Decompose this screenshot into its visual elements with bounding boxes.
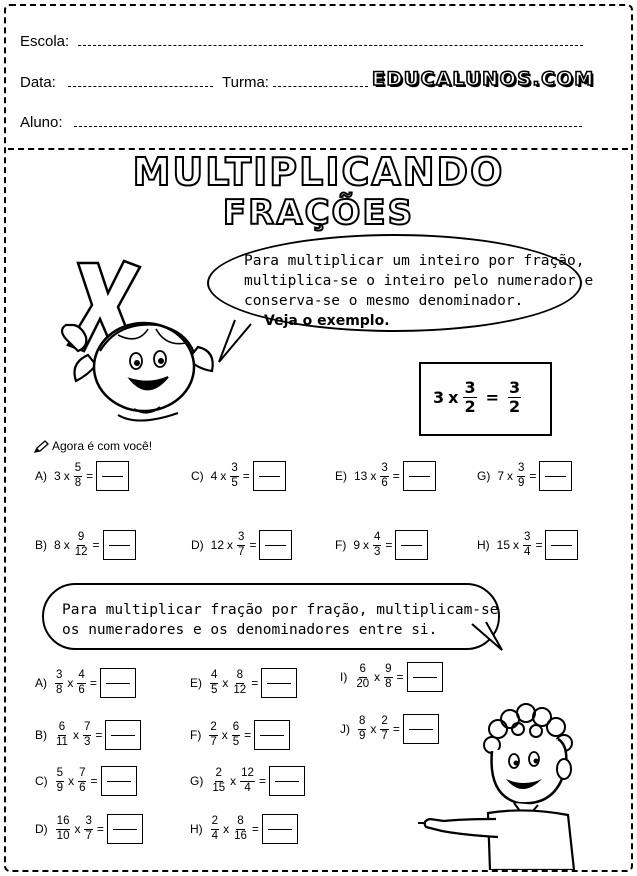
bubble1-tail [215, 318, 265, 368]
equals-sign: = [251, 822, 259, 836]
site-logo: EDUCALUNOS.COM [372, 68, 595, 90]
exercise-fraction-2-den: 12 [233, 683, 247, 696]
answer-box[interactable] [269, 766, 305, 796]
pencil-icon [34, 440, 50, 454]
exercise-label: H) [190, 822, 203, 836]
exercise-label: A) [35, 469, 47, 483]
times-sign: x [370, 469, 377, 483]
exercise-fraction-den: 4 [524, 545, 531, 558]
explanation-bubble-2 [42, 583, 500, 650]
exercise-fraction-2-num: 8 [236, 670, 244, 684]
exercise-fraction-1 [56, 768, 64, 794]
answer-box[interactable] [403, 461, 436, 491]
exercise-label: E) [335, 469, 347, 483]
exercise-fraction [237, 532, 245, 558]
answer-box[interactable] [262, 814, 298, 844]
exercise-fraction-2-num: 7 [78, 768, 86, 782]
equals-sign: = [244, 728, 252, 742]
exercise-fraction-den: 7 [238, 545, 245, 558]
answer-box[interactable] [259, 530, 292, 560]
exercise-fraction-num: 5 [74, 463, 82, 477]
exercise-whole: 15 [496, 538, 511, 552]
bubble1-line4: Veja o exemplo. [264, 313, 390, 329]
bubble1-line2: multiplica-se o inteiro pelo numerador e [244, 273, 594, 289]
times-sign: x [74, 822, 81, 836]
equals-sign: = [392, 722, 400, 736]
times-sign: x [220, 469, 227, 483]
title-line-1: MULTIPLICANDO [132, 150, 505, 194]
exercise-fraction-num: 3 [523, 532, 531, 546]
answer-box[interactable] [253, 461, 286, 491]
exercise-fraction-1-den: 9 [359, 729, 366, 742]
exercise-fraction-2-den: 7 [381, 729, 388, 742]
times-sign: x [63, 538, 70, 552]
exercise-whole: 7 [497, 469, 505, 483]
exercise-fraction-den: 12 [74, 545, 88, 558]
exercise-label: E) [190, 676, 202, 690]
example-box [419, 362, 552, 436]
exercise-2-a [35, 668, 136, 698]
equals-sign: = [96, 822, 104, 836]
exercise-fraction [523, 532, 531, 558]
exercise-fraction-1 [358, 716, 366, 742]
exercise-fraction-2-den: 4 [244, 781, 251, 794]
exercise-fraction [74, 532, 89, 558]
exercise-label: J) [340, 722, 350, 736]
times-sign: x [67, 676, 74, 690]
equals-sign: = [89, 676, 97, 690]
exercise-fraction [380, 463, 388, 489]
exercise-fraction-2 [84, 816, 92, 842]
exercise-fraction-2-num: 2 [380, 716, 388, 730]
exercise-whole: 12 [210, 538, 225, 552]
exercise-fraction-1-num: 3 [55, 670, 63, 684]
times-sign: x [222, 676, 229, 690]
answer-box[interactable] [101, 766, 137, 796]
exercise-fraction-1 [210, 670, 218, 696]
exercise-fraction-2 [83, 722, 91, 748]
exercise-2-e [190, 668, 297, 698]
exercise-fraction-2 [232, 722, 240, 748]
exercise-fraction-1-den: 8 [56, 683, 63, 696]
exercise-fraction-1 [56, 816, 71, 842]
equals-sign: = [242, 469, 250, 483]
exercise-label: G) [477, 469, 491, 483]
exercise-whole: 13 [354, 469, 368, 483]
exercise-whole: 8 [54, 538, 61, 552]
exercise-2-f [190, 720, 290, 750]
exercise-2-i [340, 662, 443, 692]
school-label: Escola: [20, 33, 70, 50]
exercise-fraction-2-den: 8 [385, 677, 392, 690]
exercise-whole: 3 [54, 469, 61, 483]
times-sign: x [223, 822, 230, 836]
exercise-label: D) [35, 822, 48, 836]
date-field[interactable] [68, 86, 213, 87]
exercise-fraction-1 [209, 722, 217, 748]
bubble2-tail [468, 618, 508, 658]
exercise-fraction [230, 463, 238, 489]
exercise-fraction-2 [77, 670, 85, 696]
answer-box[interactable] [107, 814, 143, 844]
exercise-fraction-2 [233, 816, 248, 842]
exercise-fraction-1-num: 6 [58, 722, 66, 736]
exercise-label: B) [35, 728, 47, 742]
class-field[interactable] [273, 86, 368, 87]
exercise-fraction [373, 532, 381, 558]
exercise-2-b [35, 720, 141, 750]
equals-sign: = [249, 538, 257, 552]
exercise-1-h [477, 530, 578, 560]
class-label: Turma: [222, 74, 269, 91]
equals-sign: = [396, 670, 404, 684]
bubble1-line1: Para multiplicar um inteiro por fração, [244, 253, 585, 269]
exercise-2-h [190, 814, 298, 844]
school-field[interactable] [78, 45, 583, 46]
times-sign: x [363, 538, 370, 552]
example-den: 2 [464, 397, 476, 416]
exercise-fraction-2-den: 7 [85, 829, 92, 842]
exercise-fraction-num: 3 [237, 532, 245, 546]
exercise-label: G) [190, 774, 204, 788]
exercise-1-a [35, 461, 129, 491]
exercise-label: H) [477, 538, 490, 552]
answer-box[interactable] [100, 668, 136, 698]
bubble2-line1: Para multiplicar fração por fração, multiplicam-se [62, 602, 499, 618]
answer-box[interactable] [545, 530, 578, 560]
exercise-fraction-1-num: 2 [211, 816, 219, 830]
equals-sign: = [86, 469, 94, 483]
exercise-fraction-2-num: 9 [384, 664, 392, 678]
exercise-label: D) [191, 538, 204, 552]
exercise-label: B) [35, 538, 47, 552]
exercise-1-d [191, 530, 292, 560]
exercise-fraction-2-den: 6 [78, 683, 85, 696]
times-sign: x [227, 538, 234, 552]
example-whole: 3 [433, 388, 445, 407]
exercise-fraction-1-den: 5 [211, 683, 218, 696]
exercise-fraction-1 [211, 816, 219, 842]
equals-sign: = [92, 538, 100, 552]
exercise-fraction-2-den: 16 [234, 829, 247, 842]
exercise-fraction-2-num: 4 [77, 670, 85, 684]
exercise-fraction-den: 8 [74, 476, 82, 489]
title-line-2: FRAÇÕES [222, 193, 415, 233]
exercise-fraction-2 [240, 768, 255, 794]
exercise-fraction-num: 9 [77, 532, 85, 546]
exercise-fraction-2-num: 7 [83, 722, 91, 736]
exercise-fraction-1-num: 2 [215, 768, 223, 782]
times-sign: x [507, 469, 514, 483]
exercise-label: F) [190, 728, 202, 742]
times-sign: x [374, 670, 381, 684]
exercise-fraction-1-den: 20 [356, 677, 370, 690]
exercise-fraction-2-den: 5 [232, 735, 240, 748]
exercise-fraction-den: 3 [374, 545, 381, 558]
equals-sign: = [258, 774, 266, 788]
exercise-label: C) [191, 469, 204, 483]
exercise-label: A) [35, 676, 47, 690]
exercise-whole: 4 [210, 469, 218, 483]
exercise-fraction-2-den: 3 [83, 735, 91, 748]
example-equals: = [485, 388, 500, 407]
date-label: Data: [20, 74, 56, 91]
exercise-fraction-1-num: 2 [209, 722, 217, 736]
equals-sign: = [529, 469, 537, 483]
equals-sign: = [535, 538, 543, 552]
exercise-fraction-1-den: 4 [211, 829, 219, 842]
exercise-fraction-den: 6 [381, 476, 388, 489]
exercise-fraction-2 [78, 768, 86, 794]
exercise-fraction-2 [384, 664, 392, 690]
exercise-fraction-2 [232, 670, 247, 696]
example-times: x [448, 388, 459, 407]
times-sign: x [513, 538, 520, 552]
equals-sign: = [90, 774, 98, 788]
exercise-fraction-den: 9 [518, 476, 525, 489]
exercise-fraction-1-num: 8 [358, 716, 366, 730]
exercise-fraction-1 [211, 768, 226, 794]
exercise-fraction-2-den: 6 [79, 781, 86, 794]
equals-sign: = [95, 728, 103, 742]
bubble2-line2: os numeradores e os denominadores entre si. [62, 622, 438, 638]
exercise-fraction [517, 463, 525, 489]
exercise-fraction-2-num: 12 [240, 768, 255, 782]
exercise-fraction-den: 5 [231, 476, 238, 489]
exercise-fraction-1-den: 15 [212, 781, 226, 794]
exercise-label: F) [335, 538, 347, 552]
exercise-fraction-1 [55, 722, 69, 748]
answer-box[interactable] [103, 530, 136, 560]
answer-box[interactable] [261, 668, 297, 698]
exercise-fraction-1-den: 9 [56, 781, 64, 794]
exercise-fraction-2-num: 8 [236, 816, 244, 830]
exercise-label: I) [340, 670, 348, 684]
exercise-fraction-1 [355, 664, 370, 690]
bubble1-line3: conserva-se o mesmo denominador. [244, 293, 524, 309]
answer-box[interactable] [254, 720, 290, 750]
times-sign: x [370, 722, 377, 736]
exercise-fraction-2-num: 3 [84, 816, 92, 830]
answer-box[interactable] [407, 662, 443, 692]
exercise-fraction-1-den: 11 [56, 735, 68, 748]
exercise-1-g [477, 461, 572, 491]
exercise-fraction-num: 3 [380, 463, 388, 477]
answer-box[interactable] [395, 530, 428, 560]
equals-sign: = [385, 538, 393, 552]
times-sign: x [221, 728, 228, 742]
exercise-fraction-1 [55, 670, 63, 696]
answer-box[interactable] [539, 461, 572, 491]
exercise-fraction-1-den: 7 [210, 735, 217, 748]
example-res-num: 3 [509, 378, 521, 397]
exercise-fraction-num: 3 [230, 463, 238, 477]
instruction-text: Agora é com você! [52, 439, 153, 453]
answer-box[interactable] [96, 461, 129, 491]
exercise-label: C) [35, 774, 48, 788]
girl-with-x-illustration [48, 255, 218, 425]
equals-sign: = [251, 676, 259, 690]
example-num: 3 [464, 378, 476, 397]
example-res-den: 2 [509, 397, 521, 416]
exercise-fraction-2 [380, 716, 388, 742]
exercise-2-c [35, 766, 137, 796]
times-sign: x [72, 728, 79, 742]
student-field[interactable] [74, 126, 582, 127]
times-sign: x [63, 469, 70, 483]
answer-box[interactable] [105, 720, 141, 750]
pointing-boy-illustration [418, 695, 588, 870]
exercise-fraction-1-num: 6 [359, 664, 367, 678]
exercise-fraction-1-num: 5 [56, 768, 64, 782]
exercise-1-b [35, 530, 136, 560]
exercise-whole: 9 [353, 538, 361, 552]
exercise-fraction-num: 4 [373, 532, 381, 546]
exercise-1-e [335, 461, 436, 491]
exercise-1-f [335, 530, 428, 560]
student-label: Aluno: [20, 114, 63, 131]
exercise-1-c [191, 461, 286, 491]
times-sign: x [68, 774, 75, 788]
exercise-2-d [35, 814, 143, 844]
exercise-fraction [74, 463, 82, 489]
exercise-fraction-1-num: 16 [56, 816, 71, 830]
exercise-fraction-1-den: 10 [56, 829, 70, 842]
exercise-fraction-num: 3 [517, 463, 525, 477]
times-sign: x [230, 774, 237, 788]
equals-sign: = [392, 469, 400, 483]
exercise-fraction-1-num: 4 [210, 670, 218, 684]
exercise-fraction-2-num: 6 [232, 722, 240, 736]
exercise-2-g [190, 766, 305, 796]
